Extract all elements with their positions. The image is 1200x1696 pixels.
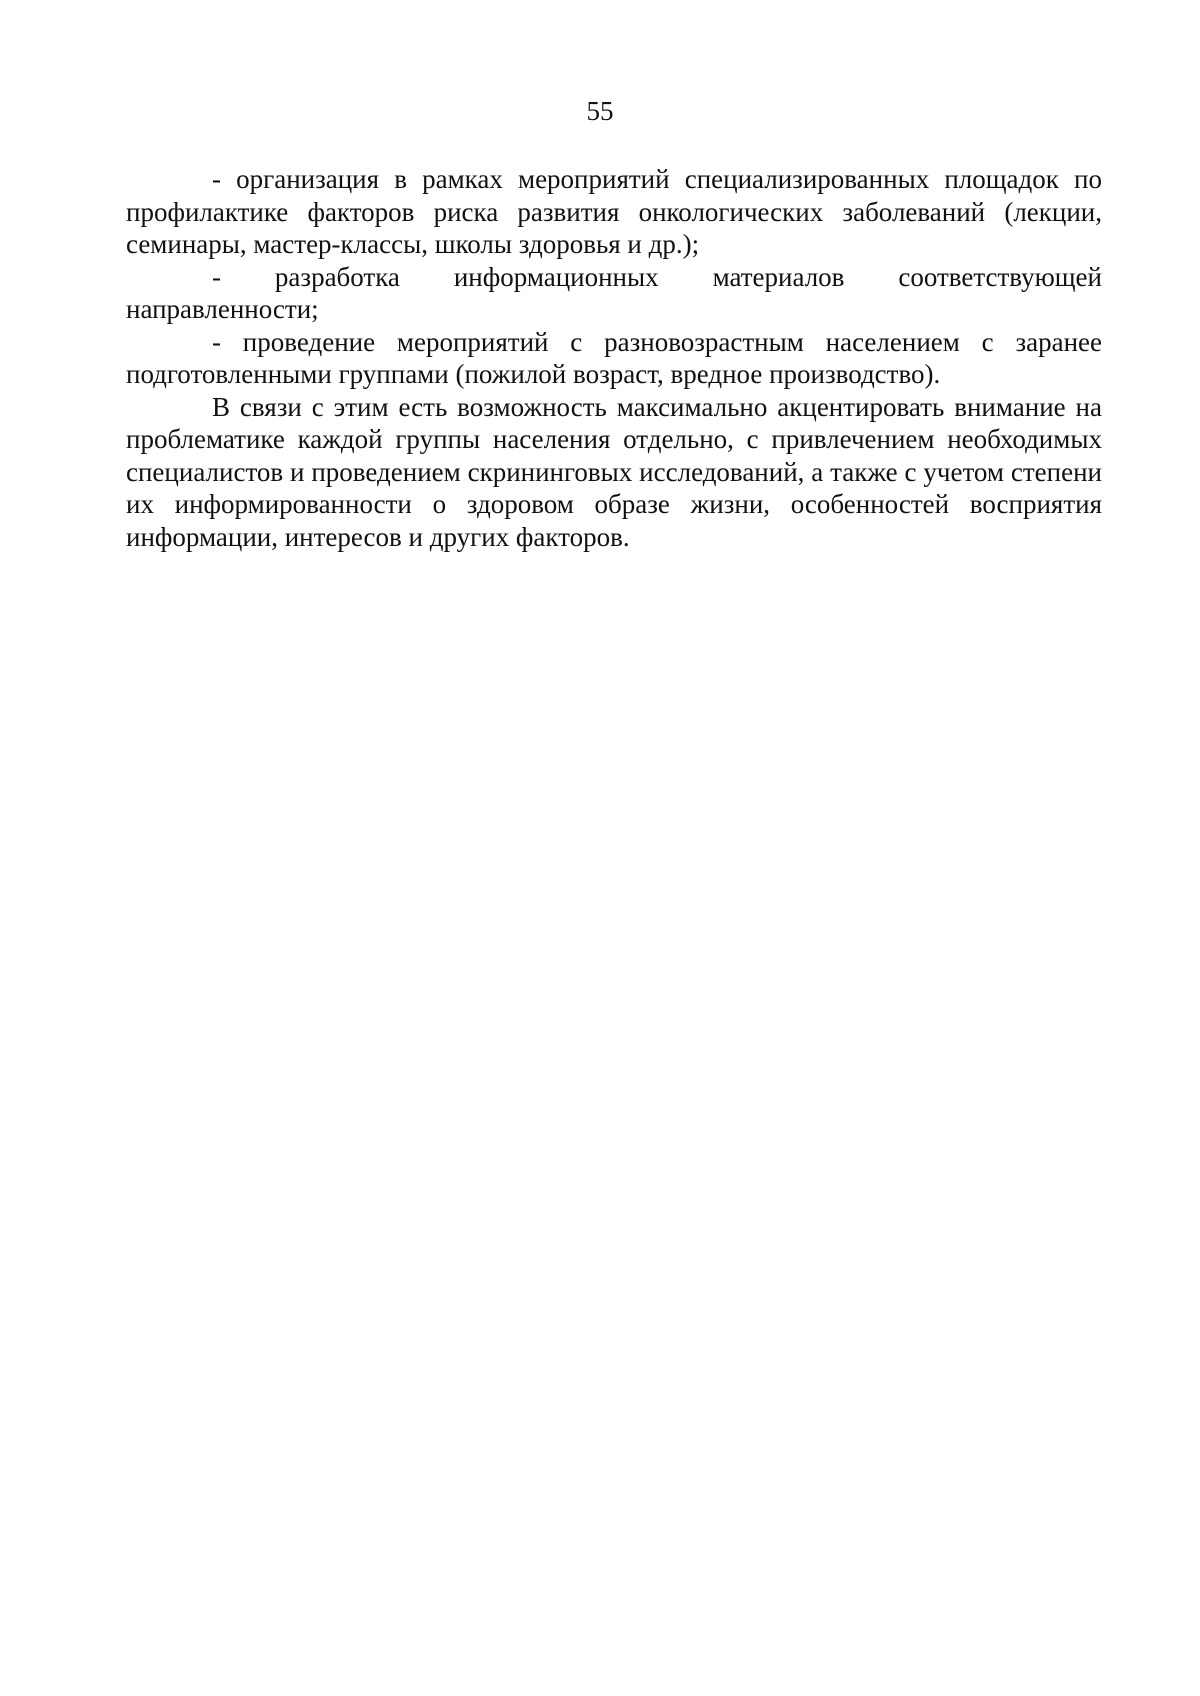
paragraph-conclusion: В связи с этим есть возможность максимально акцентировать внимание на проблематике каждой группы населения отдельно, с привлечением необходимых специалистов и проведением скрининговых исследований, а также с учетом степени их информированности о здоровом образе жизни, особенностей восприятия информации, интересов и других факторов. [126, 391, 1102, 552]
list-item-info-materials [126, 261, 1102, 326]
list-item-age-groups: - проведение мероприятий с разновозрастным населением с заранее подготовленными группами (пожилой возраст, вредное производство). [126, 326, 1102, 389]
document-body [126, 163, 1102, 553]
page-number: 55 [586, 96, 614, 126]
list-item-specialized-venues: - организация в рамках мероприятий специализированных площадок по профилактике факторов риска развития онкологических заболеваний (лекции, семинары, мастер-классы, школы здоровья и др.); [126, 164, 1102, 259]
list-item-info-materials-line1: - разработка информационных материалов соответствующей [212, 261, 1102, 292]
list-item-info-materials-line2: направленности; [126, 294, 319, 324]
